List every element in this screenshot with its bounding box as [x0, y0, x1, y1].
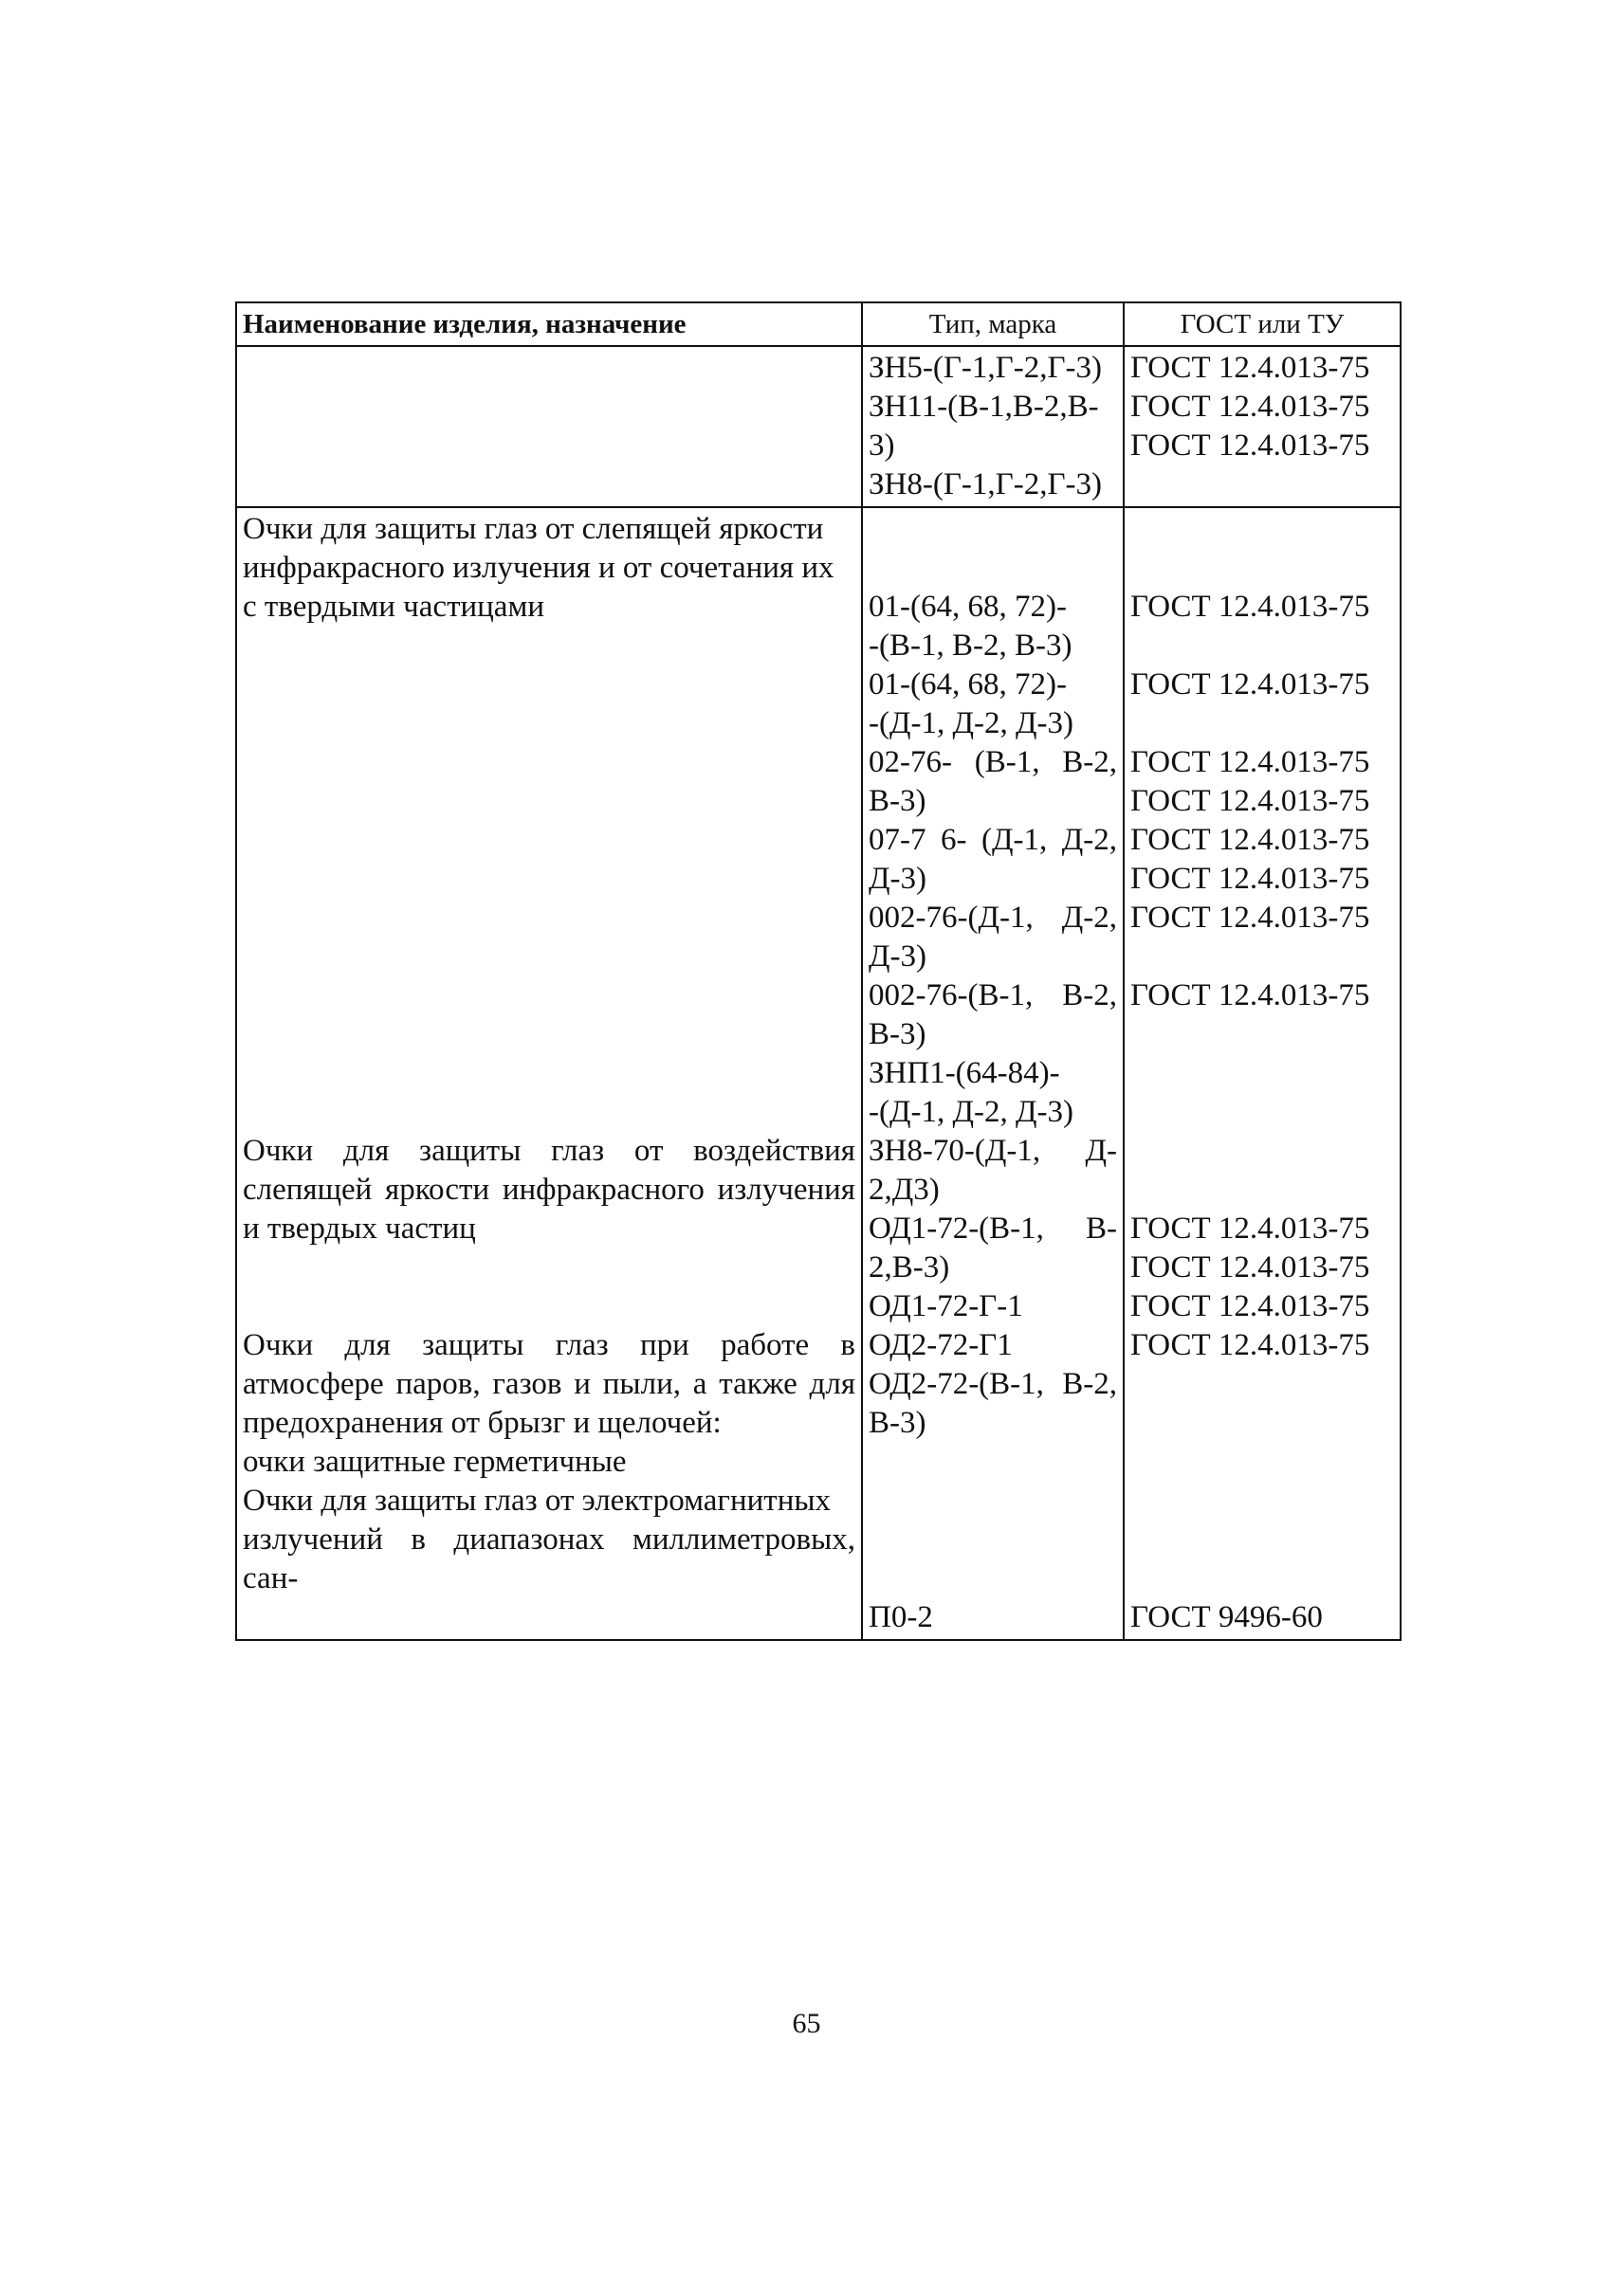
gost-line: ГОСТ 12.4.013-75 [1130, 862, 1370, 896]
name-line: Очки для защиты глаз от слепящей яркости [243, 512, 824, 546]
name-line: и твердых частиц [243, 1212, 476, 1246]
type-line: 2,В-3) [869, 1250, 950, 1285]
gost-line: ГОСТ 12.4.013-75 [1130, 1289, 1370, 1323]
type-line: 002-76-(Д-1, Д-2, [869, 901, 1117, 935]
cell-name [237, 347, 863, 506]
name-line: слепящей яркости инфракрасного излучения [243, 1173, 855, 1207]
table-row [237, 347, 1400, 506]
gost-line: ГОСТ 12.4.013-75 [1130, 590, 1370, 624]
type-line: Д-3) [869, 939, 926, 974]
name-line: Очки для защиты глаз от электромагнитных [243, 1484, 832, 1518]
gost-line: ГОСТ 12.4.013-75 [1130, 784, 1370, 818]
name-line: излучений в диапазонах миллиметровых, [243, 1522, 855, 1557]
gost-line: ГОСТ 12.4.013-75 [1130, 351, 1370, 385]
product-table [235, 301, 1402, 1641]
name-line: Очки для защиты глаз при работе в [243, 1328, 855, 1362]
type-line: 01-(64, 68, 72)- [869, 590, 1067, 624]
type-line: ЗН8-70-(Д-1, Д- [869, 1134, 1117, 1168]
gost-line: ГОСТ 12.4.013-75 [1130, 1212, 1370, 1246]
type-line: 01-(64, 68, 72)- [869, 667, 1067, 702]
gost-line: ГОСТ 12.4.013-75 [1130, 1328, 1370, 1362]
gost-line: ГОСТ 12.4.013-75 [1130, 1250, 1370, 1285]
type-line: П0-2 [869, 1600, 933, 1634]
gost-line: ГОСТ 12.4.013-75 [1130, 428, 1370, 463]
gost-line: ГОСТ 12.4.013-75 [1130, 901, 1370, 935]
name-line: атмосфере паров, газов и пыли, а также для [243, 1367, 855, 1401]
gost-line: ГОСТ 12.4.013-75 [1130, 978, 1370, 1012]
cell-type [863, 508, 1125, 1639]
type-line: В-3) [869, 784, 926, 818]
type-line: 3) [869, 428, 895, 463]
type-line: ЗН11-(В-1,В-2,В- [869, 390, 1099, 424]
type-line: В-3) [869, 1406, 926, 1440]
type-line: 2,Д3) [869, 1173, 940, 1207]
header-gost: ГОСТ или ТУ [1180, 309, 1345, 339]
gost-line: ГОСТ 12.4.013-75 [1130, 745, 1370, 779]
header-name: Наименование изделия, назначение [237, 303, 863, 345]
type-line: ЗНП1-(64-84)- [869, 1056, 1060, 1090]
gost-line: ГОСТ 9496-60 [1130, 1600, 1323, 1634]
name-line: предохранения от брызг и щелочей: [243, 1406, 722, 1440]
table-row [237, 506, 1400, 1639]
cell-type [863, 347, 1125, 506]
type-line: В-3) [869, 1017, 926, 1051]
gost-line: ГОСТ 12.4.013-75 [1130, 667, 1370, 702]
type-line: Д-3) [869, 862, 926, 896]
type-line: 002-76-(В-1, В-2, [869, 978, 1117, 1012]
type-line: -(В-1, В-2, В-3) [869, 629, 1072, 663]
cell-gost [1125, 508, 1400, 1639]
gost-line: ГОСТ 12.4.013-75 [1130, 390, 1370, 424]
cell-name [237, 508, 863, 1639]
type-line: 07-7 6- (Д-1, Д-2, [869, 823, 1117, 857]
type-line: ОД1-72-Г-1 [869, 1289, 1023, 1323]
type-line: ОД1-72-(В-1, В- [869, 1212, 1117, 1246]
type-line: ЗН8-(Г-1,Г-2,Г-3) [869, 467, 1103, 501]
name-line: Очки для защиты глаз от воздействия [243, 1134, 855, 1168]
table-header-row [237, 303, 1400, 347]
name-line: инфракрасного излучения и от сочетания их [243, 551, 834, 585]
name-line: сан- [243, 1561, 299, 1595]
gost-line: ГОСТ 12.4.013-75 [1130, 823, 1370, 857]
type-line: ОД2-72-Г1 [869, 1328, 1013, 1362]
type-line: -(Д-1, Д-2, Д-3) [869, 706, 1073, 740]
type-line: ОД2-72-(В-1, В-2, [869, 1367, 1117, 1401]
type-line: ЗН5-(Г-1,Г-2,Г-3) [869, 351, 1103, 385]
cell-gost [1125, 347, 1400, 506]
name-line: очки защитные герметичные [243, 1445, 627, 1479]
page-number: 65 [792, 2008, 821, 2039]
name-line: с твердыми частицами [243, 590, 544, 624]
type-line: -(Д-1, Д-2, Д-3) [869, 1095, 1073, 1129]
type-line: 02-76- (В-1, В-2, [869, 745, 1117, 779]
header-type: Тип, марка [863, 303, 1125, 345]
